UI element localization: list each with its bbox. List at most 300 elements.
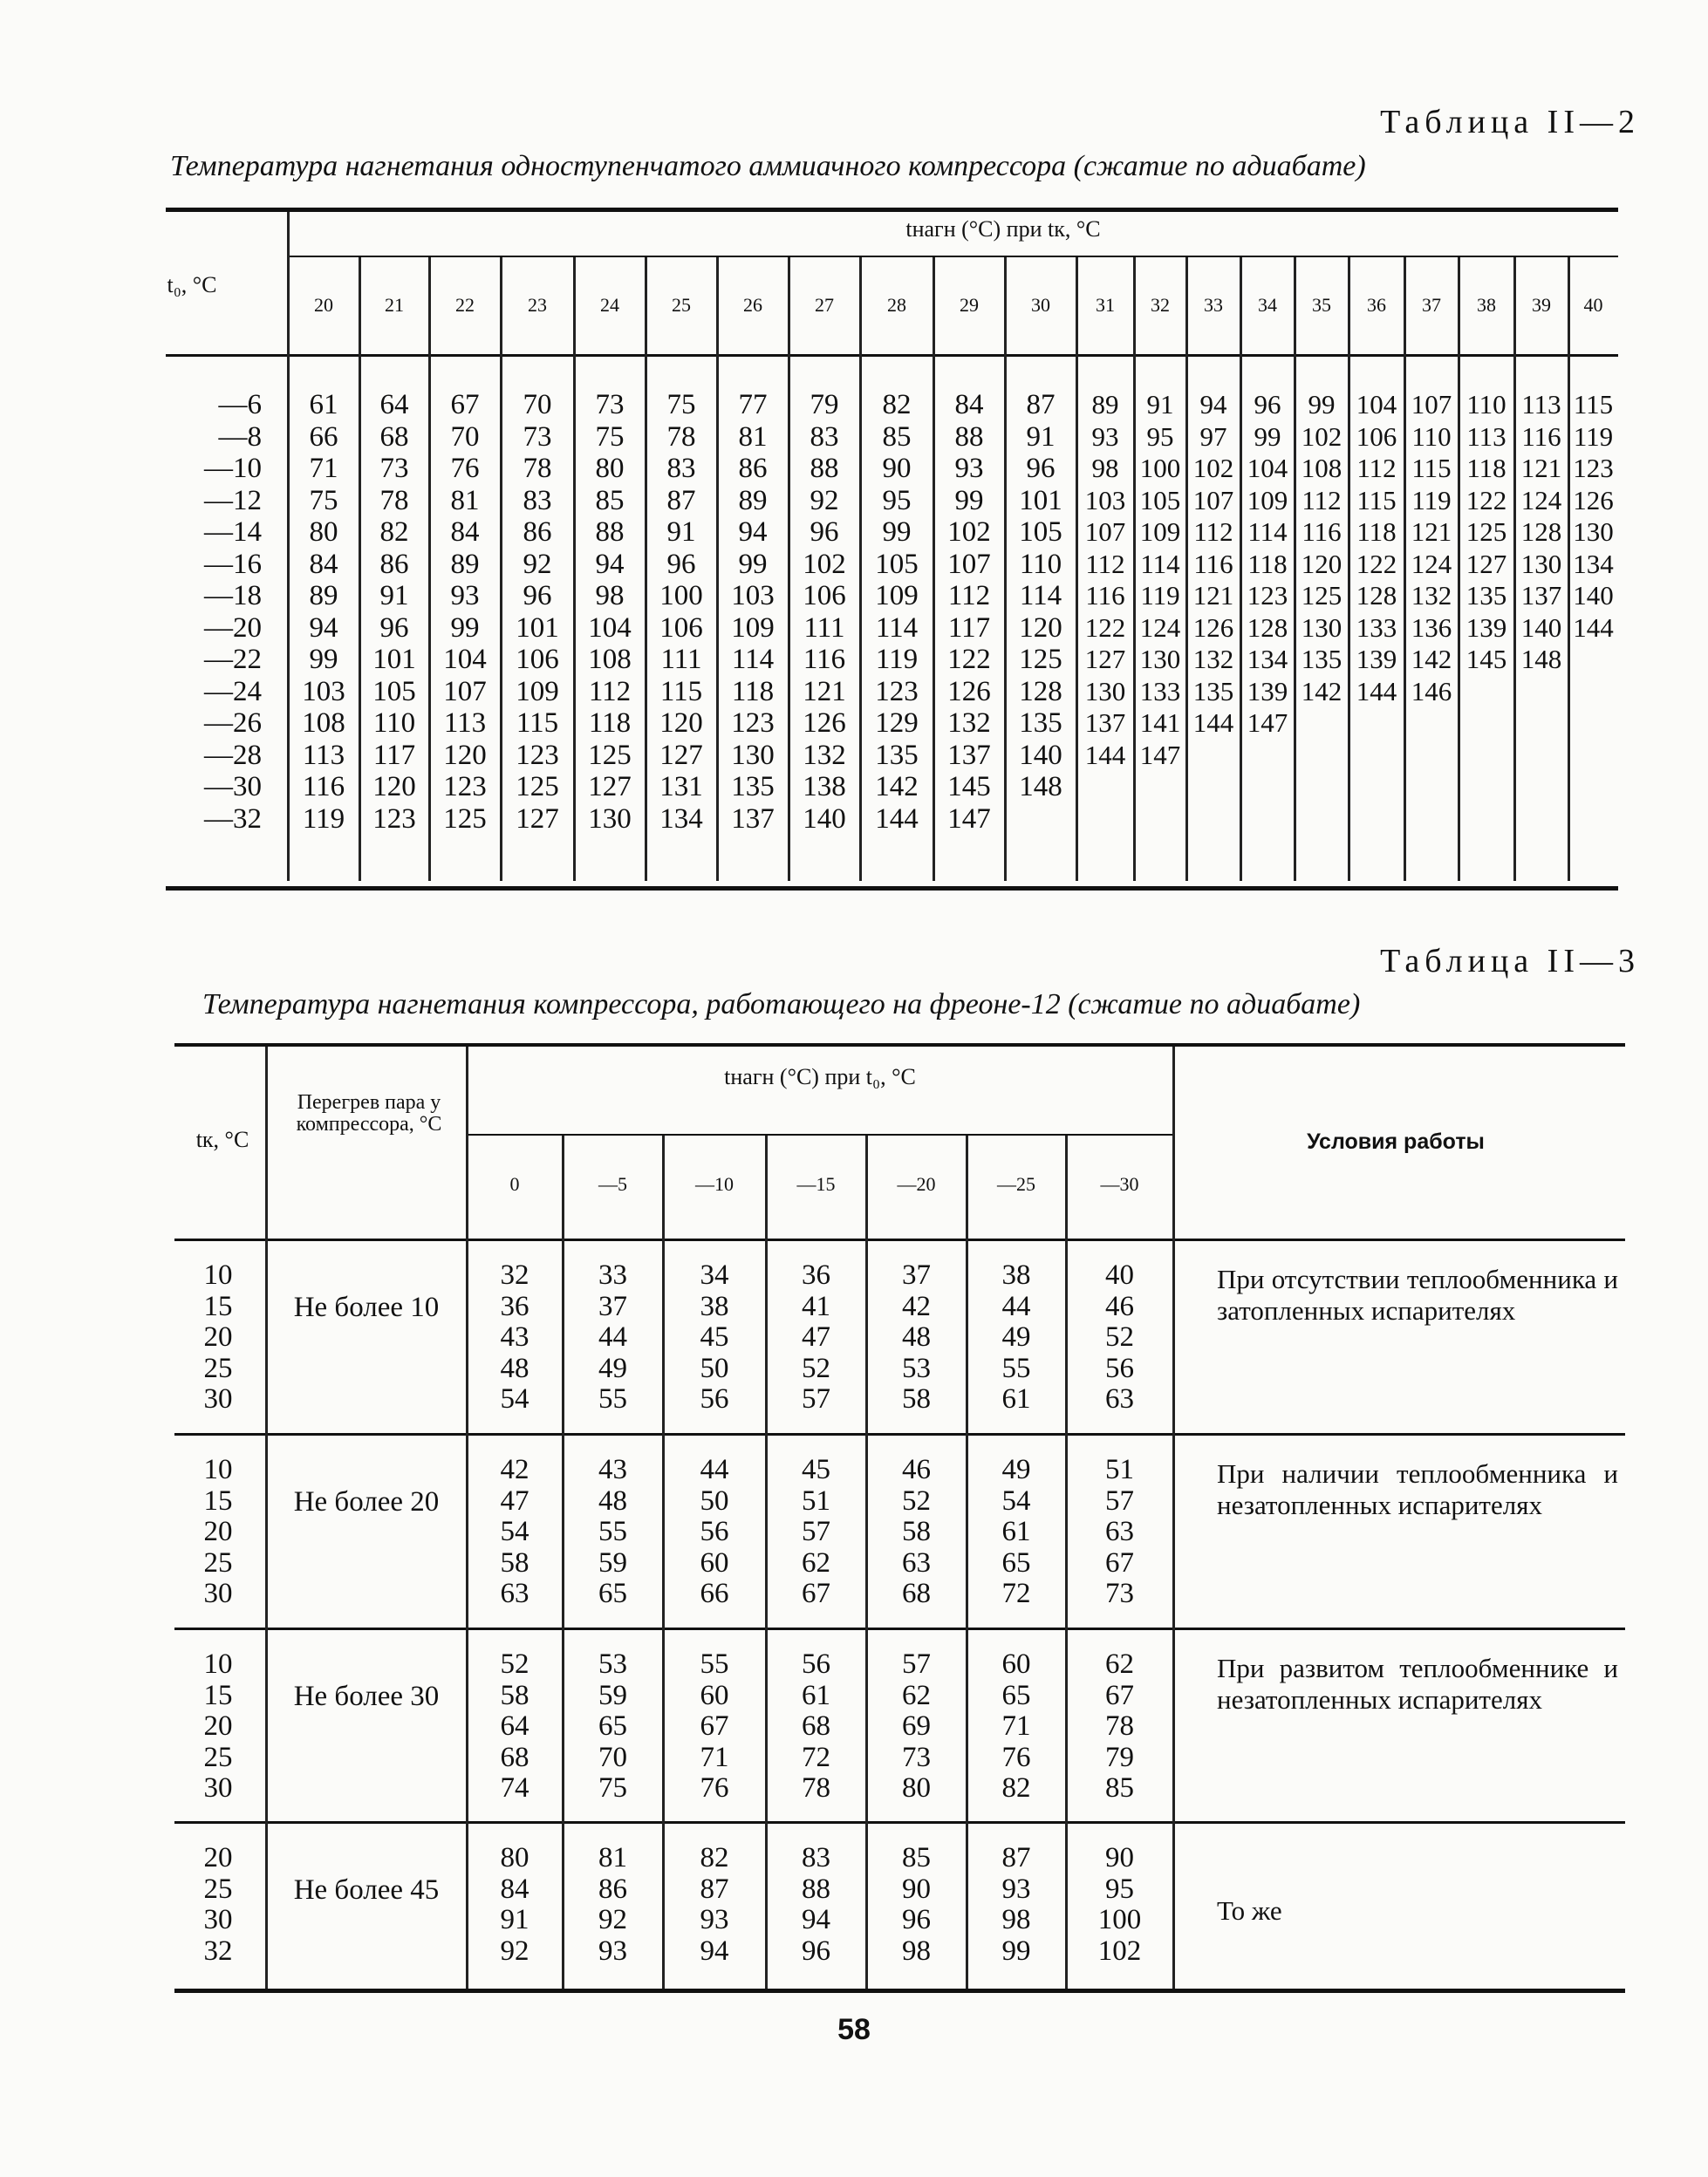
table3-cell: 51 [1105,1454,1134,1485]
table3-cell: 54 [1001,1484,1031,1517]
table2-cell: 78 [379,484,409,516]
table2-row-header: t₀, °C [167,272,217,297]
table3-superheat: Не более 45 [293,1874,440,1906]
table3-cell: 37 [598,1290,627,1322]
table3-cell: 36 [500,1290,529,1322]
table2-cell: 112 [1301,484,1342,515]
table3-cell: 63 [500,1578,529,1609]
table2-cell: 132 [1411,580,1452,611]
table2-cell: 86 [523,516,552,548]
table2-cell: 144 [1356,675,1397,706]
table3-tk-cell: 30 [203,1578,233,1609]
table3-cell: 54 [500,1516,529,1547]
table2-cell: 132 [803,739,846,771]
table3-superheat: Не более 10 [293,1292,440,1323]
table2-cell: 98 [595,580,625,611]
table3-col-header: —30 [1100,1173,1139,1195]
table3-column [1066,1260,1173,1416]
table3-cell: 94 [700,1935,729,1967]
table3-cell: 69 [902,1710,931,1742]
table2-cell: 100 [659,580,703,611]
table2-cell: 82 [379,516,409,548]
table2-cell: 103 [731,580,775,611]
table3-cell: 74 [500,1772,529,1804]
table3-cell: 95 [1105,1873,1134,1905]
table3-label: Таблица II—3 [1380,943,1640,979]
table3-cell: 85 [1105,1772,1134,1804]
table3-cell: 92 [598,1904,627,1935]
table2-cell: 144 [1192,707,1234,738]
table2-col-header: 28 [887,294,906,316]
table2-col-header: 31 [1096,294,1115,316]
table3-cell: 68 [902,1578,931,1609]
table3-cell: 76 [700,1772,729,1804]
table2-column [935,389,1003,835]
table2-column [1516,389,1567,676]
table2-column [502,389,572,835]
table3-cell: 41 [802,1290,830,1322]
table3-cell: 40 [1105,1259,1134,1291]
table2-cell: 116 [1085,580,1125,611]
table2-cell: 117 [947,611,991,644]
table2-cell: 102 [803,548,846,580]
table2-cell: 66 [309,420,338,453]
table3-cell: 63 [1105,1383,1134,1415]
table3-cell: 68 [802,1710,830,1742]
table2-cell: 96 [523,580,552,611]
table2-col-header: 24 [600,294,619,316]
table3-cell: 60 [700,1679,729,1711]
table3-column [967,1649,1066,1805]
table2-cell: 101 [1019,484,1062,516]
table3-cell: 55 [700,1648,729,1680]
table3-cell: 43 [598,1454,627,1485]
table2-row-label: —10 [204,453,262,484]
table3-cell: 55 [598,1383,627,1415]
table3-cell: 59 [598,1546,627,1579]
table3-cell: 58 [500,1546,529,1579]
table2-cell: 137 [1084,707,1126,738]
table3-title: Температура нагнетания компрессора, работающего на фреоне-12 (сжатие по адиабате) [202,988,1361,1020]
table2-cell: 94 [1199,389,1227,420]
table2-cell: 123 [875,675,919,707]
table2-cell: 88 [954,420,984,453]
table2-col-header: 21 [385,294,404,316]
table2-cell: 64 [379,389,409,420]
table2-cell: 76 [450,453,480,484]
table2-cell: 94 [738,516,768,548]
table2-cell: 77 [738,389,768,420]
table2-cell: 133 [1356,611,1397,643]
table2-cell: 135 [875,739,919,771]
table2-cell: 123 [1247,580,1288,611]
table3-col-header: —10 [695,1173,734,1195]
table2-cell: 122 [1465,484,1507,515]
table2-cell: 106 [803,580,846,611]
table2-cell: 126 [803,707,846,739]
table2-cell: 118 [1356,516,1397,547]
table2-cell: 104 [1247,453,1288,483]
table2-cell: 105 [875,548,919,580]
table2-cell: 79 [810,389,839,420]
table2-cell: 96 [1254,389,1281,420]
table3-cell: 42 [500,1454,529,1485]
table2-cell: 91 [1026,420,1056,453]
table3-cell: 52 [802,1352,830,1384]
table3-column [467,1843,563,1967]
table2-col-header: 25 [672,294,691,316]
table3-tk-values [188,1649,249,1805]
table2-cell: 107 [1411,389,1452,420]
table3-column [766,1843,866,1967]
table2-cell: 119 [875,644,919,675]
table3-cell: 64 [500,1710,529,1742]
table2-cell: 123 [731,707,775,739]
table2-cell: 115 [1356,484,1397,515]
table2-cell: 135 [1301,644,1342,674]
table2-cell: 96 [666,548,696,580]
table2-cell: 112 [947,580,991,611]
table3-top-rule [174,1043,1625,1047]
table3-column [866,1843,967,1967]
table2-cell: 107 [1084,516,1126,547]
table3-cell: 37 [902,1259,931,1291]
table2-cell: 106 [516,644,559,675]
table2-cell: 114 [1140,548,1180,579]
table2-col-header: 22 [455,294,475,316]
table2-cell: 86 [379,548,409,580]
table3-cell: 65 [598,1578,627,1609]
table2-row-label: —20 [204,611,262,644]
table3-cell: 67 [700,1710,729,1742]
table2-cell: 135 [1465,580,1507,611]
table2-cell: 97 [1199,420,1227,452]
table2-cell: 83 [810,420,839,453]
table3-tk-cell: 30 [203,1772,233,1804]
table2-cell: 82 [882,389,912,420]
table3-cell: 45 [802,1454,830,1485]
table2-cell: 100 [1139,453,1181,483]
table2-cell: 93 [450,580,480,611]
table2-cell: 73 [523,420,552,453]
table2-cell: 124 [1411,548,1452,579]
table2-cell: 102 [947,516,991,548]
table2-cell: 122 [947,644,991,675]
table2-row-label: —14 [204,516,262,548]
table2-column [1078,389,1132,771]
table3-column [563,1843,663,1967]
table2-cell: 111 [660,644,702,675]
table2-cell: 92 [810,484,839,516]
table2-row-label: —28 [204,739,262,771]
table2-row-label: —12 [204,484,262,516]
table3-column [967,1455,1066,1610]
table3-cell: 56 [700,1516,729,1547]
table2-cell: 71 [309,453,338,484]
table3-col-header: —20 [897,1173,936,1195]
table3-condition: При наличии теплообменника и незатопленных испарителях [1217,1458,1618,1520]
table2-cell: 142 [875,771,919,802]
table2-col-header: 38 [1477,294,1496,316]
table2-cell: 88 [810,453,839,484]
table3-cell: 56 [1105,1352,1134,1384]
table2-cell: 99 [882,516,912,548]
table3-cell: 83 [802,1842,830,1873]
table2-cell: 96 [379,611,409,644]
table2-cell: 99 [954,484,984,516]
table2-cell: 103 [1084,484,1126,515]
table3-group-rule-3 [174,1821,1625,1824]
table2-cell: 118 [588,707,632,739]
table2-column [576,389,644,835]
table3-tk-cell: 20 [203,1321,233,1353]
table2-cell: 136 [1411,611,1452,643]
table2-cell: 114 [875,611,919,644]
table2-cell: 104 [588,611,632,644]
table3-cell: 47 [802,1321,830,1353]
table3-cell: 62 [802,1546,830,1579]
table2-cell: 147 [1247,707,1288,738]
table2-cell: 134 [659,802,703,835]
table2-cell: 123 [443,771,487,802]
table3-tk-header: tк, °C [195,1127,249,1152]
table3-cell: 60 [1001,1648,1031,1680]
table2-cell: 135 [1019,707,1062,739]
table3-condition: То же [1217,1895,1282,1926]
table3-column [467,1455,563,1610]
table3-cell: 72 [1001,1578,1031,1609]
table2-cell: 96 [810,516,839,548]
table2-cell: 111 [803,611,845,644]
table2-cell: 144 [1084,739,1126,770]
table2-cell: 105 [1139,484,1181,515]
table2-cell: 75 [595,420,625,453]
table2-cell: 123 [1573,453,1614,483]
table2-column [290,389,358,835]
table3-header-main: tнагн (°C) при t₀, °C [724,1064,916,1089]
table2-cell: 81 [450,484,480,516]
table2-row-label: —30 [204,771,262,802]
table3-cell: 85 [902,1842,931,1873]
table2-cell: 110 [1466,389,1506,420]
table2-cell: 61 [309,389,338,420]
table2-cell: 130 [1139,644,1181,674]
table2-cell: 95 [882,484,912,516]
table2-col-header: 23 [528,294,547,316]
table2-cell: 130 [1520,548,1562,579]
table3-cell: 67 [802,1578,830,1609]
table3-column [766,1455,866,1610]
table3-tk-values [188,1843,249,1967]
table3-cell: 100 [1097,1904,1142,1935]
table3-cell: 70 [598,1741,627,1773]
table3-tk-cell: 15 [203,1484,233,1517]
table3-cell: 55 [1001,1352,1031,1384]
table3-group-rule-2 [174,1628,1625,1630]
table2-cell: 128 [1019,675,1062,707]
table2-cell: 114 [731,644,775,675]
table3-cell: 80 [902,1772,931,1804]
table2-cell: 99 [450,611,480,644]
table2-cell: 84 [450,516,480,548]
table2-cell: 125 [443,802,487,835]
table2-cell: 109 [1247,484,1288,515]
table3-cell: 96 [802,1935,830,1967]
table3-tk-cell: 20 [203,1710,233,1742]
table2-column [1242,389,1293,740]
table3-column [467,1649,563,1805]
table3-cell: 93 [1001,1873,1031,1905]
table2-cell: 81 [738,420,768,453]
table2-top-rule [166,208,1618,212]
table2-cell: 84 [954,389,984,420]
table2-cell: 87 [666,484,696,516]
table2-cell: 130 [1573,516,1614,547]
table2-cell: 102 [1301,420,1342,452]
table2-cell: 147 [1139,739,1181,770]
table2-cell: 115 [1411,453,1452,483]
table3-tk-cell: 20 [203,1842,233,1873]
table3-cell: 60 [700,1546,729,1579]
table2-cell: 134 [1247,644,1288,674]
table3-column [663,1260,766,1416]
table3-cell: 82 [1001,1772,1031,1804]
table3-cell: 44 [1001,1290,1031,1322]
table2-cell: 140 [1573,580,1614,611]
table2-cell: 127 [1465,548,1507,579]
table3-column [866,1260,967,1416]
table2-col-header: 30 [1031,294,1050,316]
table2-cell: 140 [1520,611,1562,643]
table3-cell: 99 [1001,1935,1031,1967]
table2-col-header: 27 [815,294,834,316]
table3-cell: 32 [500,1259,529,1291]
table2-cell: 113 [302,739,345,771]
table2-cell: 87 [1026,389,1056,420]
table2-cell: 137 [1520,580,1562,611]
table3-cell: 81 [598,1842,627,1873]
table3-cell: 45 [700,1321,729,1353]
table2-cell: 113 [1466,420,1506,452]
table2-cell: 112 [1085,548,1125,579]
table2-cell: 118 [731,675,775,707]
table2-header-main: tнагн (°C) при tк, °C [905,216,1101,242]
table2-cell: 137 [731,802,775,835]
table3-col-divider [265,1047,268,1989]
table3-cell: 62 [902,1679,931,1711]
table2-cell: 80 [309,516,338,548]
table3-cell: 46 [902,1454,931,1485]
table2-column [647,389,715,835]
table2-cell: 91 [666,516,696,548]
table3-cell: 48 [500,1352,529,1384]
table3-cell: 47 [500,1484,529,1517]
table3-cell: 58 [500,1679,529,1711]
table3-column [563,1260,663,1416]
table3-column [563,1455,663,1610]
table2-cell: 91 [379,580,409,611]
table2-cell: 112 [1356,453,1397,483]
table2-cell: 145 [947,771,991,802]
table2-cell: 142 [1301,675,1342,706]
table2-cell: 80 [595,453,625,484]
table2-cell: 123 [516,739,559,771]
table3-cell: 94 [802,1904,830,1935]
table2-cell: 75 [309,484,338,516]
table3-column [663,1843,766,1967]
table2-column [1350,389,1403,707]
table2-cell: 126 [1573,484,1614,515]
table2-cell: 85 [595,484,625,516]
table2-cell: 127 [659,739,703,771]
table3-cell: 84 [500,1873,529,1905]
table2-cell: 116 [302,771,345,802]
table2-cell: 120 [1301,548,1342,579]
table2-cell: 128 [1520,516,1562,547]
table3-column [467,1260,563,1416]
table3-column [866,1455,967,1610]
table3-superheat-header: Перегрев пара у компрессора, °C [296,1091,442,1136]
table2-cell: 91 [1146,389,1174,420]
table2-cell: 127 [1084,644,1126,674]
table2-cell: 124 [1139,611,1181,643]
table2-col-header: 20 [314,294,333,316]
table3-cell: 87 [1001,1842,1031,1873]
table2-cell: 146 [1411,675,1452,706]
table3-condition: При развитом теплообменнике и незатопленных испарителях [1217,1653,1618,1715]
table2-cell: 109 [731,611,775,644]
table3-cell: 49 [1001,1454,1031,1485]
table2-cell: 109 [875,580,919,611]
table3-column [766,1260,866,1416]
table2-cell: 122 [1084,611,1126,643]
table2-cell: 103 [302,675,345,707]
table2-cell: 133 [1139,675,1181,706]
table3-tk-cell: 25 [203,1546,233,1579]
table2-cell: 70 [450,420,480,453]
table2-cell: 89 [738,484,768,516]
table2-cell: 93 [954,453,984,484]
table2-header-bottom-rule [166,354,1618,357]
table2-cell: 139 [1465,611,1507,643]
table2-column [1136,389,1185,771]
table2-cell: 120 [443,739,487,771]
table2-column [1007,389,1075,803]
table2-cell: 117 [372,739,416,771]
table2-cell: 144 [1573,611,1614,643]
table2-cell: 126 [947,675,991,707]
table2-cell: 114 [1247,516,1288,547]
table3-cell: 73 [1105,1578,1134,1609]
table3-tk-cell: 25 [203,1873,233,1905]
table2-cell: 104 [443,644,487,675]
table2-cell: 124 [1520,484,1562,515]
table3-cell: 52 [500,1648,529,1680]
table3-col-header: —25 [997,1173,1035,1195]
table3-column [866,1649,967,1805]
table3-cell: 61 [1001,1383,1031,1415]
table2-cell: 138 [803,771,846,802]
table3-cell: 50 [700,1484,729,1517]
table3-cell: 53 [902,1352,931,1384]
table2-cell: 139 [1247,675,1288,706]
table2-cell: 130 [1084,675,1126,706]
table2-column [1570,389,1616,644]
table2-cell: 125 [1465,516,1507,547]
table2-cell: 109 [1139,516,1181,547]
table2-cell: 110 [372,707,416,739]
table3-cell: 90 [902,1873,931,1905]
